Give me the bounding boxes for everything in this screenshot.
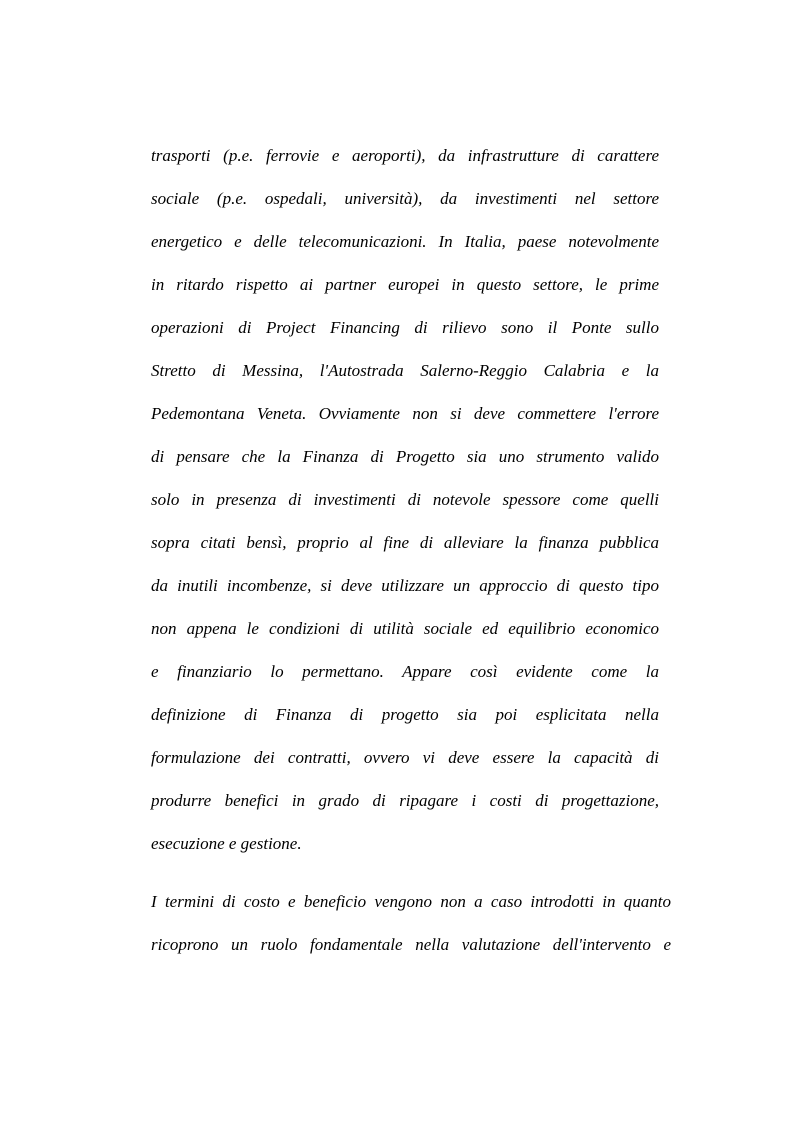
text-line: esecuzione e gestione. [151,834,302,853]
text-line: ricoprono un ruolo fondamentale nella valutazione dell'intervento e [151,935,671,954]
text-line: produrre benefici in grado di ripagare i costi di progettazione, [151,791,659,810]
text-line: operazioni di Project Financing di rilievo sono il Ponte sullo [151,318,659,337]
text-line: definizione di Finanza di progetto sia poi esplicitata nella [151,705,659,724]
text-line: non appena le condizioni di utilità sociale ed equilibrio economico [151,619,659,638]
text-line: formulazione dei contratti, ovvero vi deve essere la capacità di [151,748,659,767]
text-line: in ritardo rispetto ai partner europei in questo settore, le prime [151,275,659,294]
text-line: I termini di costo e beneficio vengono non a caso introdotti in quanto [151,892,671,911]
text-line: sopra citati bensì, proprio al fine di alleviare la finanza pubblica [151,533,659,552]
text-line: Stretto di Messina, l'Autostrada Salerno-Reggio Calabria e la [151,361,659,380]
text-line: Pedemontana Veneta. Ovviamente non si deve commettere l'errore [151,404,659,423]
text-line: e finanziario lo permettano. Appare così evidente come la [151,662,659,681]
text-line: sociale (p.e. ospedali, università), da investimenti nel settore [151,189,659,208]
text-line: solo in presenza di investimenti di notevole spessore come quelli [151,490,659,509]
text-line: trasporti (p.e. ferrovie e aeroporti), da infrastrutture di carattere [151,146,659,165]
text-line: da inutili incombenze, si deve utilizzare un approccio di questo tipo [151,576,659,595]
text-line: di pensare che la Finanza di Progetto sia uno strumento valido [151,447,659,466]
text-line: energetico e delle telecomunicazioni. In Italia, paese notevolmente [151,232,659,251]
